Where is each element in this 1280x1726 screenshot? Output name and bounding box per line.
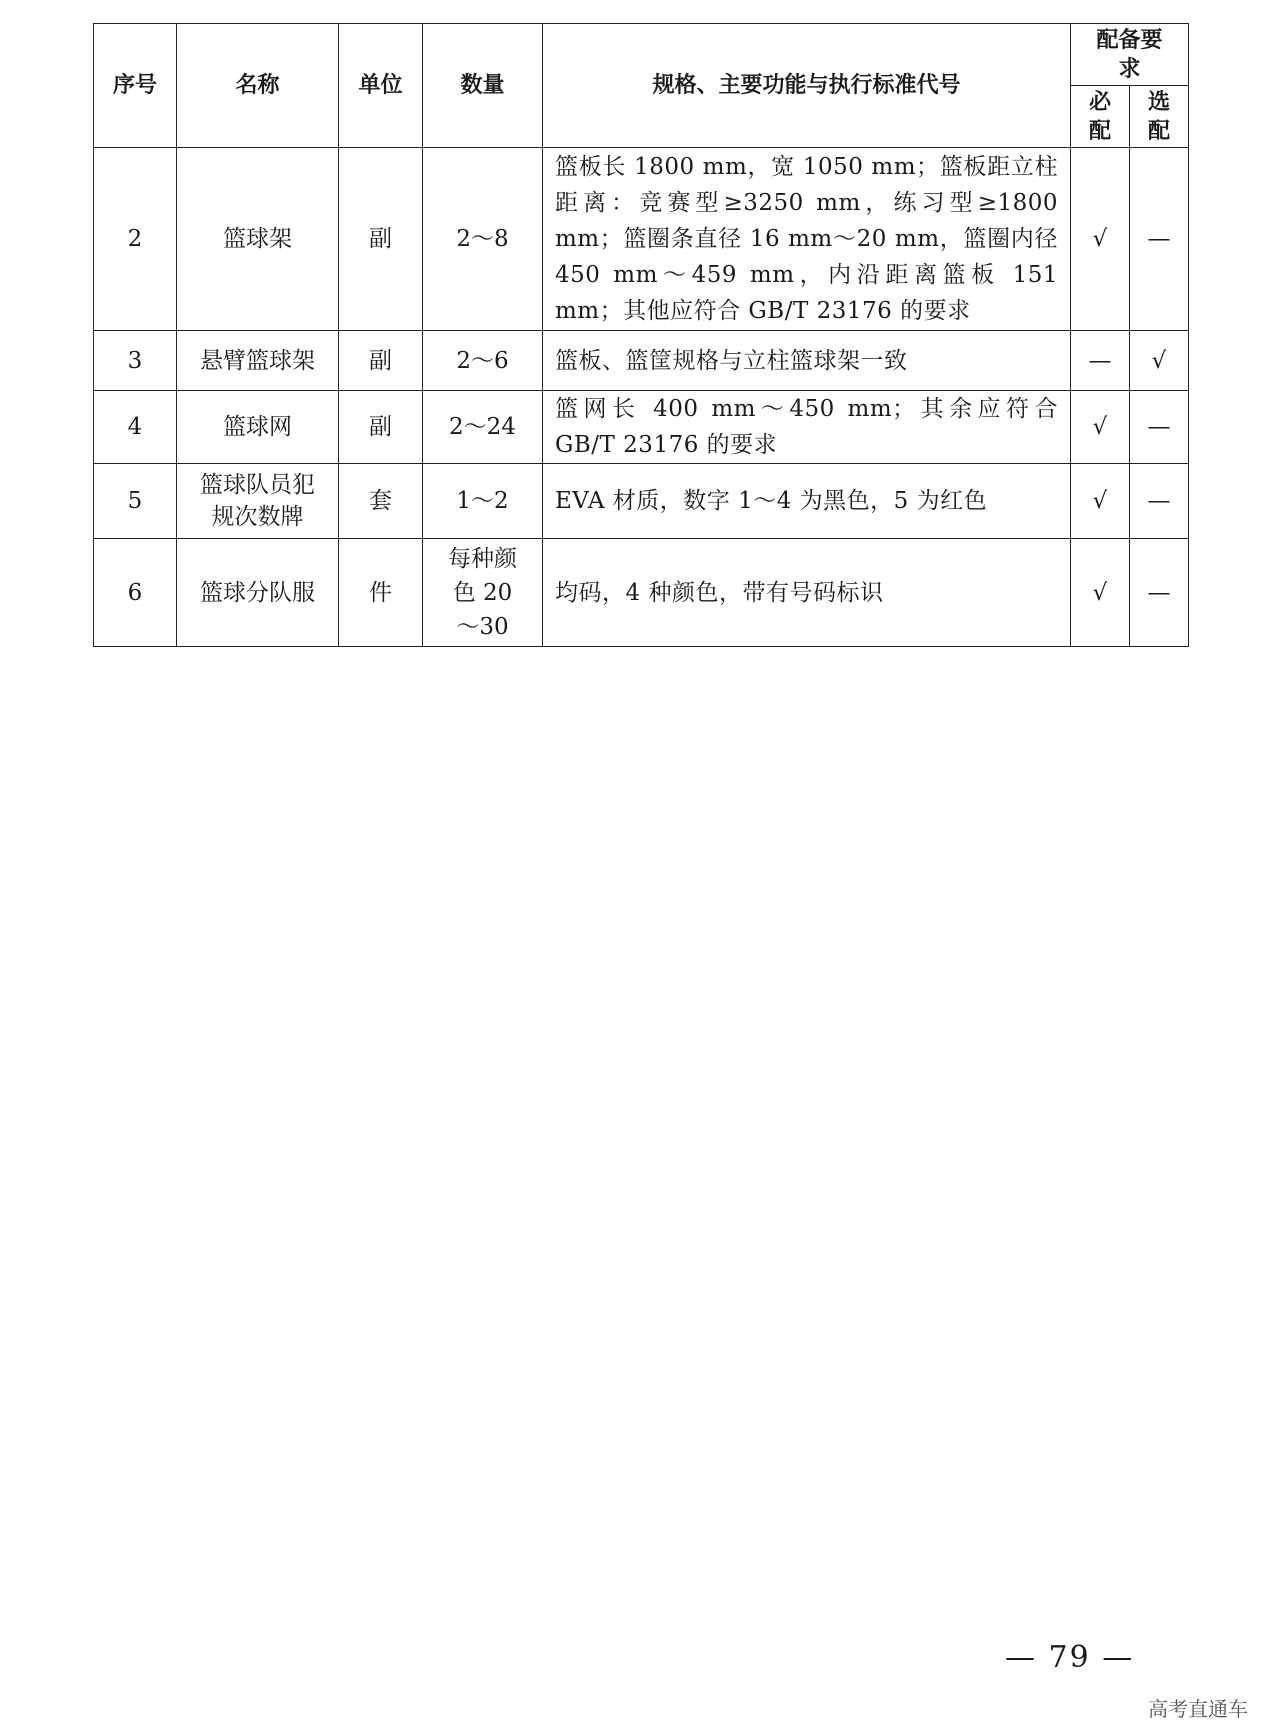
cell-optional: —	[1130, 391, 1189, 464]
cell-unit: 套	[339, 464, 423, 539]
cell-required: √	[1071, 464, 1130, 539]
cell-no: 2	[94, 148, 177, 331]
cell-quantity: 1～2	[423, 464, 543, 539]
table-row	[94, 391, 1189, 464]
cell-no: 4	[94, 391, 177, 464]
cell-quantity: 每种颜色 20～30	[423, 539, 543, 647]
cell-no: 5	[94, 464, 177, 539]
header-name: 名称	[177, 24, 339, 148]
header-no: 序号	[94, 24, 177, 148]
header-quantity: 数量	[423, 24, 543, 148]
cell-required: √	[1071, 539, 1130, 647]
cell-optional: —	[1130, 539, 1189, 647]
cell-name: 篮球队员犯规次数牌	[177, 464, 339, 539]
cell-quantity: 2～8	[423, 148, 543, 331]
table-row	[94, 464, 1189, 539]
header-spec: 规格、主要功能与执行标准代号	[543, 24, 1071, 148]
table-row	[94, 331, 1189, 391]
header-optional: 选配	[1130, 86, 1189, 148]
cell-unit: 副	[339, 391, 423, 464]
cell-no: 3	[94, 331, 177, 391]
cell-unit: 件	[339, 539, 423, 647]
cell-spec: 均码，4 种颜色，带有号码标识	[543, 539, 1071, 647]
cell-spec: 篮板、篮筐规格与立柱篮球架一致	[543, 331, 1071, 391]
cell-optional: —	[1130, 148, 1189, 331]
cell-name: 篮球架	[177, 148, 339, 331]
equipment-table	[93, 23, 1189, 647]
cell-quantity: 2～6	[423, 331, 543, 391]
header-unit: 单位	[339, 24, 423, 148]
table-row	[94, 148, 1189, 331]
cell-optional: √	[1130, 331, 1189, 391]
watermark: 高考直通车	[1148, 1697, 1248, 1721]
cell-spec: 篮板长 1800 mm，宽 1050 mm；篮板距立柱距离：竞赛型≥3250 mm，练习型≥1800 mm；篮圈条直径 16 mm～20 mm，篮圈内径 450 mm～459 mm，内沿距离篮板 151 mm；其他应符合 GB/T 23176 的要求	[543, 148, 1071, 331]
cell-name: 悬臂篮球架	[177, 331, 339, 391]
cell-no: 6	[94, 539, 177, 647]
cell-required: √	[1071, 148, 1130, 331]
cell-optional: —	[1130, 464, 1189, 539]
cell-name: 篮球网	[177, 391, 339, 464]
cell-spec: EVA 材质，数字 1～4 为黑色，5 为红色	[543, 464, 1071, 539]
header-requirement: 配备要求	[1071, 24, 1189, 86]
cell-unit: 副	[339, 331, 423, 391]
page-number: — 79 —	[1005, 1640, 1135, 1675]
cell-spec: 篮网长 400 mm～450 mm；其余应符合 GB/T 23176 的要求	[543, 391, 1071, 464]
header-required: 必配	[1071, 86, 1130, 148]
cell-name: 篮球分队服	[177, 539, 339, 647]
cell-unit: 副	[339, 148, 423, 331]
cell-quantity: 2～24	[423, 391, 543, 464]
cell-required: —	[1071, 331, 1130, 391]
table-row	[94, 539, 1189, 647]
cell-required: √	[1071, 391, 1130, 464]
